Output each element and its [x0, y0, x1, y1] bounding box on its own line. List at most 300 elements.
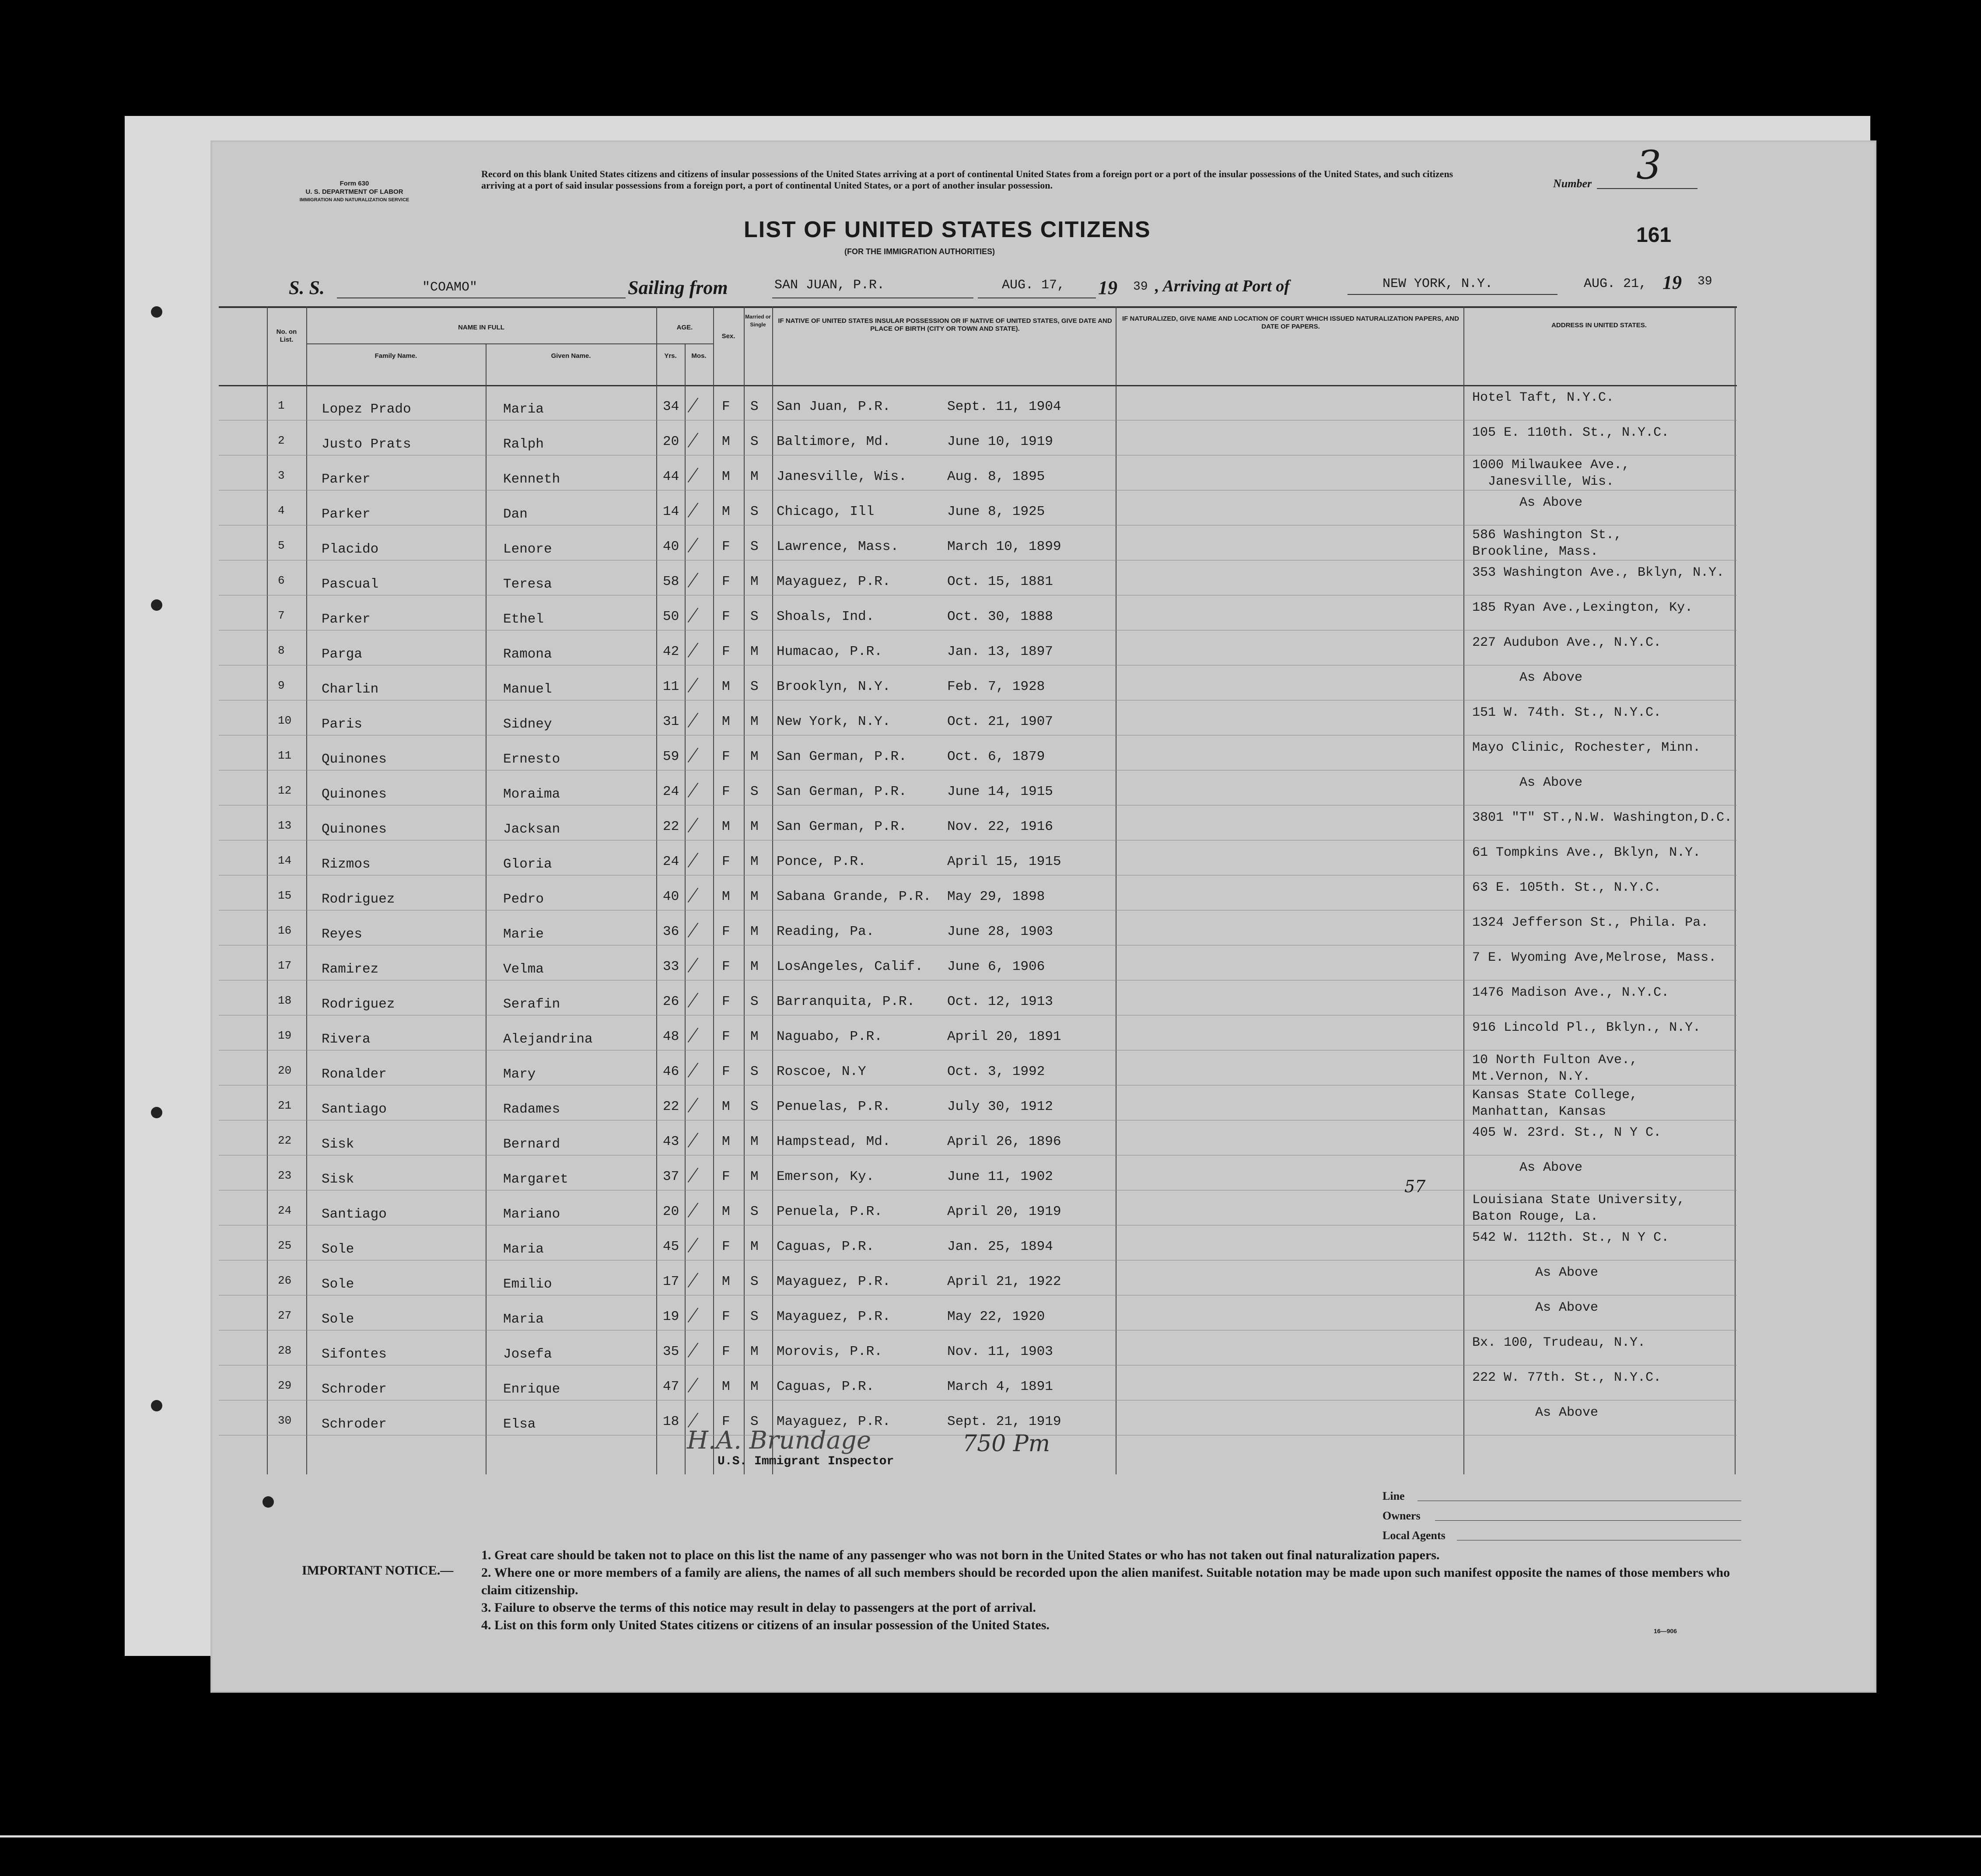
- marital-status: S: [750, 784, 759, 799]
- birth-date: April 20, 1891: [947, 1029, 1061, 1044]
- punch-hole: [151, 1400, 162, 1411]
- given-name: Ralph: [503, 437, 544, 452]
- family-name: Sole: [322, 1277, 354, 1292]
- page-title: LIST OF UNITED STATES CITIZENS: [744, 217, 1151, 242]
- birth-date: April 20, 1919: [947, 1204, 1061, 1219]
- marital-status: S: [750, 679, 759, 694]
- given-name: Serafin: [503, 997, 560, 1012]
- address: 916 Lincold Pl., Bklyn., N.Y.: [1472, 1020, 1701, 1035]
- sex: M: [722, 679, 730, 694]
- family-name: Quinones: [322, 787, 387, 802]
- birth-place: San Juan, P.R.: [777, 399, 891, 414]
- family-name: Santiago: [322, 1207, 387, 1222]
- row-number: 23: [278, 1169, 292, 1182]
- family-name: Rivera: [322, 1032, 371, 1047]
- notice-item: 2. Where one or more members of a family are aliens, the names of all such members should be recorded upon the alien manifest. Suitable notation may be made upon such manifest opposite the names of those members who claim citizenship.: [481, 1565, 1730, 1597]
- sex: F: [722, 959, 730, 974]
- col-header-age: AGE.: [676, 324, 693, 331]
- sex: F: [722, 994, 730, 1009]
- marital-status: S: [750, 1099, 759, 1114]
- marital-status: M: [750, 1169, 759, 1184]
- marital-status: S: [750, 1414, 759, 1429]
- age-years: 18: [663, 1414, 679, 1429]
- sex: M: [722, 1204, 730, 1219]
- marital-status: M: [750, 574, 759, 589]
- arriving-label: , Arriving at Port of: [1155, 277, 1290, 295]
- birth-place: Mayaguez, P.R.: [777, 1414, 891, 1429]
- age-years: 44: [663, 469, 679, 484]
- row-number: 3: [278, 469, 285, 482]
- age-years: 11: [663, 679, 679, 694]
- row-number: 5: [278, 539, 285, 552]
- row-number: 7: [278, 609, 285, 622]
- address: Bx. 100, Trudeau, N.Y.: [1472, 1335, 1646, 1350]
- given-name: Moraima: [503, 787, 560, 802]
- ss-label: S. S.: [289, 277, 325, 298]
- birth-place: New York, N.Y.: [777, 714, 891, 729]
- address: Kansas State College, Manhattan, Kansas: [1472, 1088, 1638, 1119]
- row-number: 18: [278, 994, 292, 1007]
- sex: F: [722, 574, 730, 589]
- year-prefix: 19: [1098, 277, 1117, 298]
- birth-place: Janesville, Wis.: [777, 469, 907, 484]
- address: Hotel Taft, N.Y.C.: [1472, 390, 1614, 405]
- age-years: 47: [663, 1379, 679, 1394]
- birth-place: Mayaguez, P.R.: [777, 1309, 891, 1324]
- birth-date: Jan. 13, 1897: [947, 644, 1053, 659]
- birth-date: June 14, 1915: [947, 784, 1053, 799]
- row-number: 6: [278, 574, 285, 587]
- sex: F: [722, 399, 730, 414]
- address: 1000 Milwaukee Ave., Janesville, Wis.: [1472, 458, 1630, 489]
- row-number: 21: [278, 1099, 292, 1112]
- birth-place: Shoals, Ind.: [777, 609, 875, 624]
- birth-date: March 10, 1899: [947, 539, 1061, 554]
- form-number: Form 630: [340, 180, 369, 187]
- birth-date: July 30, 1912: [947, 1099, 1053, 1114]
- age-years: 46: [663, 1064, 679, 1079]
- row-number: 24: [278, 1204, 292, 1217]
- given-name: Alejandrina: [503, 1032, 593, 1047]
- age-years: 36: [663, 924, 679, 939]
- marital-status: M: [750, 644, 759, 659]
- age-years: 17: [663, 1274, 679, 1289]
- given-name: Marie: [503, 927, 544, 942]
- age-years: 45: [663, 1239, 679, 1254]
- col-header-sex: Sex.: [721, 332, 735, 340]
- family-name: Santiago: [322, 1102, 387, 1117]
- family-name: Pascual: [322, 577, 379, 592]
- row-number: 10: [278, 714, 292, 727]
- family-name: Placido: [322, 542, 379, 557]
- punch-hole: [262, 1496, 274, 1508]
- family-name: Rodriguez: [322, 892, 395, 907]
- marital-status: S: [750, 994, 759, 1009]
- owners-underline: [1435, 1520, 1741, 1521]
- punch-hole: [151, 306, 162, 318]
- row-number: 20: [278, 1064, 292, 1077]
- inspector-title: U.S. Immigrant Inspector: [718, 1455, 894, 1468]
- birth-place: Reading, Pa.: [777, 924, 875, 939]
- sex: F: [722, 1169, 730, 1184]
- birth-place: Mayaguez, P.R.: [777, 574, 891, 589]
- birth-date: Nov. 11, 1903: [947, 1344, 1053, 1359]
- row-number: 26: [278, 1274, 292, 1287]
- birth-date: April 15, 1915: [947, 854, 1061, 869]
- sex: M: [722, 714, 730, 729]
- owners-label: Owners: [1382, 1509, 1421, 1522]
- sex: M: [722, 434, 730, 449]
- sex: M: [722, 1099, 730, 1114]
- given-name: Teresa: [503, 577, 552, 592]
- address: 586 Washington St., Brookline, Mass.: [1472, 528, 1622, 559]
- arriving-year: 39: [1698, 275, 1712, 288]
- address: As Above: [1472, 495, 1583, 510]
- marital-status: M: [750, 714, 759, 729]
- col-divider: [656, 306, 657, 1474]
- page-number: 161: [1636, 224, 1672, 247]
- birth-place: Brooklyn, N.Y.: [777, 679, 891, 694]
- birth-date: May 22, 1920: [947, 1309, 1045, 1324]
- sex: F: [722, 539, 730, 554]
- family-name: Rodriguez: [322, 997, 395, 1012]
- marital-status: M: [750, 1344, 759, 1359]
- address: 542 W. 112th. St., N Y C.: [1472, 1230, 1670, 1245]
- birth-place: Emerson, Ky.: [777, 1169, 875, 1184]
- col-header-given: Given Name.: [551, 352, 591, 360]
- col-divider: [744, 306, 745, 1474]
- address: 405 W. 23rd. St., N Y C.: [1472, 1125, 1662, 1140]
- birth-date: Sept. 21, 1919: [947, 1414, 1061, 1429]
- col-header-no: No. on List.: [276, 328, 297, 343]
- number-label: Number: [1553, 177, 1592, 190]
- row-number: 27: [278, 1309, 292, 1322]
- given-name: Velma: [503, 962, 544, 977]
- row-number: 22: [278, 1134, 292, 1147]
- sex: F: [722, 1414, 730, 1429]
- sex: F: [722, 854, 730, 869]
- frame-rule: [0, 1835, 1981, 1838]
- sex: F: [722, 749, 730, 764]
- birth-place: Ponce, P.R.: [777, 854, 866, 869]
- marital-status: M: [750, 959, 759, 974]
- row-number: 15: [278, 889, 292, 902]
- col-header-family: Family Name.: [374, 352, 417, 360]
- marital-status: S: [750, 504, 759, 519]
- birth-date: June 11, 1902: [947, 1169, 1053, 1184]
- given-name: Jacksan: [503, 822, 560, 837]
- row-number: 28: [278, 1344, 292, 1357]
- given-name: Elsa: [503, 1417, 536, 1432]
- row-number: 14: [278, 854, 292, 867]
- birth-place: San German, P.R.: [777, 819, 907, 834]
- given-name: Ramona: [503, 647, 552, 662]
- age-years: 42: [663, 644, 679, 659]
- family-name: Charlin: [322, 682, 379, 697]
- birth-place: Roscoe, N.Y: [777, 1064, 866, 1079]
- address: 1476 Madison Ave., N.Y.C.: [1472, 985, 1670, 1000]
- age-years: 33: [663, 959, 679, 974]
- family-name: Reyes: [322, 927, 363, 942]
- birth-date: Oct. 21, 1907: [947, 714, 1053, 729]
- punch-hole: [151, 1107, 162, 1118]
- birth-date: June 28, 1903: [947, 924, 1053, 939]
- row-number: 1: [278, 399, 285, 412]
- margin-note: 57: [1404, 1177, 1426, 1196]
- sex: F: [722, 784, 730, 799]
- marital-status: S: [750, 1274, 759, 1289]
- given-name: Dan: [503, 507, 528, 522]
- family-name: Schroder: [322, 1382, 387, 1397]
- address: 105 E. 110th. St., N.Y.C.: [1472, 425, 1670, 440]
- sex: M: [722, 504, 730, 519]
- family-name: Sisk: [322, 1172, 354, 1187]
- address: 151 W. 74th. St., N.Y.C.: [1472, 705, 1662, 720]
- birth-date: Aug. 8, 1895: [947, 469, 1045, 484]
- family-name: Parker: [322, 472, 371, 487]
- birth-date: April 26, 1896: [947, 1134, 1061, 1149]
- sex: M: [722, 1134, 730, 1149]
- sex: F: [722, 1344, 730, 1359]
- col-header-address: ADDRESS IN UNITED STATES.: [1551, 322, 1647, 329]
- marital-status: S: [750, 434, 759, 449]
- marital-status: M: [750, 889, 759, 904]
- age-years: 48: [663, 1029, 679, 1044]
- service-name: IMMIGRATION AND NATURALIZATION SERVICE: [299, 197, 410, 203]
- birth-date: Oct. 6, 1879: [947, 749, 1045, 764]
- given-name: Pedro: [503, 892, 544, 907]
- given-name: Sidney: [503, 717, 552, 732]
- print-code: 16—906: [1654, 1628, 1677, 1634]
- family-name: Parker: [322, 507, 371, 522]
- marital-status: S: [750, 1309, 759, 1324]
- birth-date: April 21, 1922: [947, 1274, 1061, 1289]
- marital-status: S: [750, 609, 759, 624]
- given-name: Maria: [503, 1312, 544, 1327]
- sex: M: [722, 469, 730, 484]
- family-name: Sole: [322, 1312, 354, 1327]
- address: 61 Tompkins Ave., Bklyn, N.Y.: [1472, 845, 1701, 860]
- department-name: U. S. DEPARTMENT OF LABOR: [305, 188, 403, 196]
- birth-date: Feb. 7, 1928: [947, 679, 1045, 694]
- family-name: Lopez Prado: [322, 402, 411, 417]
- sex: M: [722, 819, 730, 834]
- ship-name: "COAMO": [422, 280, 478, 295]
- col-divider: [1463, 306, 1464, 1474]
- marital-status: M: [750, 819, 759, 834]
- marital-status: M: [750, 469, 759, 484]
- sex: F: [722, 1309, 730, 1324]
- sailing-date: AUG. 17,: [1002, 278, 1065, 293]
- page-subtitle: (FOR THE IMMIGRATION AUTHORITIES): [844, 247, 995, 256]
- age-years: 22: [663, 819, 679, 834]
- given-name: Gloria: [503, 857, 552, 872]
- marital-status: M: [750, 1029, 759, 1044]
- col-header-yrs: Yrs.: [664, 352, 677, 360]
- address: 10 North Fulton Ave., Mt.Vernon, N.Y.: [1472, 1053, 1638, 1084]
- row-number: 30: [278, 1414, 292, 1427]
- family-name: Parga: [322, 647, 363, 662]
- age-years: 19: [663, 1309, 679, 1324]
- given-name: Lenore: [503, 542, 552, 557]
- address: 63 E. 105th. St., N.Y.C.: [1472, 880, 1662, 895]
- birth-place: Caguas, P.R.: [777, 1239, 875, 1254]
- form-instructions: Record on this blank United States citizens and citizens of insular possessions of the United States arriving at a port of continental United States from a foreign port or a port of the insular possessions of the United States, and such citizens arriving at a port of said insular possessions from a foreign port, a port of continental United States, or a port of another insular possession.: [481, 168, 1453, 191]
- age-years: 24: [663, 854, 679, 869]
- address: As Above: [1472, 1160, 1583, 1175]
- birth-place: Naguabo, P.R.: [777, 1029, 882, 1044]
- agents-label: Local Agents: [1382, 1529, 1446, 1542]
- col-divider: [713, 306, 714, 1474]
- given-name: Mariano: [503, 1207, 560, 1222]
- birth-place: Humacao, P.R.: [777, 644, 882, 659]
- birth-place: Lawrence, Mass.: [777, 539, 899, 554]
- notice-item: 4. List on this form only United States citizens or citizens of an insular possession of the United States.: [481, 1618, 1050, 1632]
- sex: F: [722, 1239, 730, 1254]
- age-years: 59: [663, 749, 679, 764]
- family-name: Quinones: [322, 752, 387, 767]
- birth-place: Penuela, P.R.: [777, 1204, 882, 1219]
- family-name: Parker: [322, 612, 371, 627]
- col-divider: [306, 306, 307, 1474]
- birth-date: Sept. 11, 1904: [947, 399, 1061, 414]
- col-divider: [685, 343, 686, 1474]
- birth-place: Caguas, P.R.: [777, 1379, 875, 1394]
- row-number: 29: [278, 1379, 292, 1392]
- table-top-border: [219, 306, 1737, 308]
- age-years: 58: [663, 574, 679, 589]
- row-number: 13: [278, 819, 292, 832]
- sex: F: [722, 644, 730, 659]
- form-id-block: [267, 179, 442, 204]
- punch-hole: [151, 599, 162, 611]
- given-name: Ernesto: [503, 752, 560, 767]
- marital-status: M: [750, 854, 759, 869]
- sailing-port: SAN JUAN, P.R.: [774, 278, 885, 293]
- sex: F: [722, 924, 730, 939]
- sailing-label: Sailing from: [628, 277, 728, 298]
- sex: F: [722, 609, 730, 624]
- birth-date: June 6, 1906: [947, 959, 1045, 974]
- age-years: 20: [663, 1204, 679, 1219]
- birth-date: Oct. 30, 1888: [947, 609, 1053, 624]
- arriving-year-prefix: 19: [1662, 272, 1682, 293]
- address: As Above: [1472, 1265, 1599, 1280]
- arriving-date: AUG. 21,: [1584, 276, 1647, 291]
- row-number: 17: [278, 959, 292, 972]
- col-header-naturalized: IF NATURALIZED, GIVE NAME AND LOCATION OF COURT WHICH ISSUED NATURALIZATION PAPERS, AND DATE OF PAPERS.: [1122, 315, 1459, 330]
- family-name: Schroder: [322, 1417, 387, 1432]
- family-name: Ronalder: [322, 1067, 387, 1082]
- given-name: Margaret: [503, 1172, 568, 1187]
- notice-list: [481, 1547, 1759, 1634]
- birth-place: Morovis, P.R.: [777, 1344, 882, 1359]
- birth-place: Mayaguez, P.R.: [777, 1274, 891, 1289]
- line-label: Line: [1382, 1490, 1405, 1502]
- time-note: 750 Pm: [962, 1431, 1050, 1457]
- number-underline: [1597, 188, 1698, 189]
- age-years: 31: [663, 714, 679, 729]
- row-number: 2: [278, 434, 285, 447]
- family-name: Sole: [322, 1242, 354, 1257]
- birth-place: Hampstead, Md.: [777, 1134, 891, 1149]
- given-name: Kenneth: [503, 472, 560, 487]
- sex: M: [722, 1379, 730, 1394]
- col-header-mos: Mos.: [691, 352, 707, 360]
- age-years: 26: [663, 994, 679, 1009]
- notice-item: 3. Failure to observe the terms of this notice may result in delay to passengers at the port of arrival.: [481, 1600, 1036, 1615]
- table-header-border: [219, 385, 1737, 386]
- given-name: Ethel: [503, 612, 544, 627]
- birth-date: June 8, 1925: [947, 504, 1045, 519]
- birth-date: May 29, 1898: [947, 889, 1045, 904]
- birth-place: San German, P.R.: [777, 749, 907, 764]
- address: As Above: [1472, 775, 1583, 790]
- birth-date: Oct. 3, 1992: [947, 1064, 1045, 1079]
- family-name: Rizmos: [322, 857, 371, 872]
- name-header-divider: [306, 343, 713, 344]
- row-number: 12: [278, 784, 292, 797]
- row-number: 8: [278, 644, 285, 657]
- arriving-underline: [1348, 294, 1558, 295]
- age-years: 20: [663, 434, 679, 449]
- given-name: Maria: [503, 1242, 544, 1257]
- age-years: 22: [663, 1099, 679, 1114]
- given-name: Josefa: [503, 1347, 552, 1362]
- address: 7 E. Wyoming Ave,Melrose, Mass.: [1472, 950, 1717, 965]
- address: 185 Ryan Ave.,Lexington, Ky.: [1472, 600, 1693, 615]
- given-name: Maria: [503, 402, 544, 417]
- birth-place: Penuelas, P.R.: [777, 1099, 891, 1114]
- marital-status: M: [750, 749, 759, 764]
- row-number: 11: [278, 749, 292, 762]
- marital-status: S: [750, 1064, 759, 1079]
- address: As Above: [1472, 670, 1583, 685]
- given-name: Emilio: [503, 1277, 552, 1292]
- row-number: 16: [278, 924, 292, 937]
- age-years: 14: [663, 504, 679, 519]
- col-divider: [267, 306, 268, 1474]
- row-number: 4: [278, 504, 285, 517]
- marital-status: M: [750, 1134, 759, 1149]
- address: 222 W. 77th. St., N.Y.C.: [1472, 1370, 1662, 1385]
- age-years: 35: [663, 1344, 679, 1359]
- given-name: Mary: [503, 1067, 536, 1082]
- birth-date: Oct. 15, 1881: [947, 574, 1053, 589]
- address: 227 Audubon Ave., N.Y.C.: [1472, 635, 1662, 650]
- address: 3801 "T" ST.,N.W. Washington,D.C.: [1472, 810, 1732, 825]
- address: As Above: [1472, 1300, 1599, 1315]
- marital-status: M: [750, 924, 759, 939]
- inspector-signature: H.A. Brundage: [687, 1426, 871, 1455]
- col-divider: [1735, 306, 1736, 1474]
- arriving-port: NEW YORK, N.Y.: [1382, 276, 1493, 291]
- col-header-married: Married or Single: [745, 314, 771, 328]
- birth-date: Nov. 22, 1916: [947, 819, 1053, 834]
- given-name: Manuel: [503, 682, 552, 697]
- sex: M: [722, 889, 730, 904]
- birth-place: Barranquita, P.R.: [777, 994, 915, 1009]
- age-years: 43: [663, 1134, 679, 1149]
- notice-heading: IMPORTANT NOTICE.—: [302, 1563, 454, 1578]
- marital-status: M: [750, 1379, 759, 1394]
- age-years: 37: [663, 1169, 679, 1184]
- given-name: Enrique: [503, 1382, 560, 1397]
- birth-place: San German, P.R.: [777, 784, 907, 799]
- row-number: 25: [278, 1239, 292, 1252]
- sex: M: [722, 1274, 730, 1289]
- marital-status: M: [750, 1239, 759, 1254]
